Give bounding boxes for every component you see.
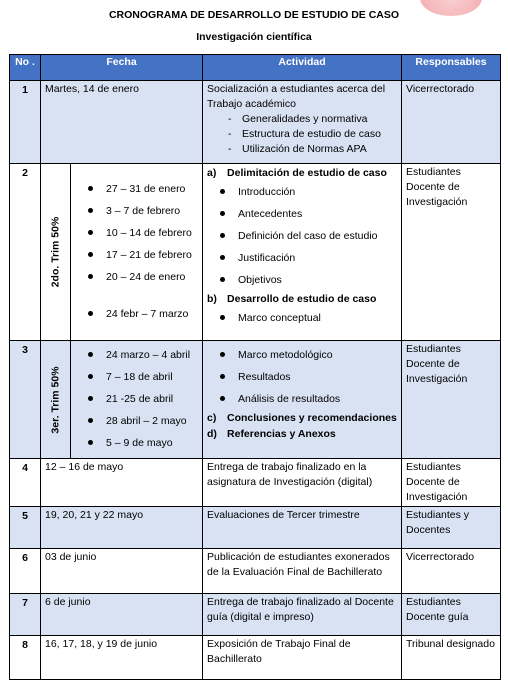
list-item: Resultados: [207, 366, 397, 388]
table-row: [10, 636, 501, 680]
header-responsables: Responsables: [402, 55, 501, 81]
row-activity: Entrega de trabajo finalizado en la asignatura de Investigación (digital): [203, 459, 402, 507]
header-fecha: Fecha: [41, 55, 203, 81]
trimester-label: 2do. Trim 50%: [41, 164, 71, 341]
row-activity: [203, 341, 402, 459]
list-item: - Generalidades y normativa: [228, 112, 397, 127]
row-responsables: Estudiantes Docente guía: [402, 594, 501, 636]
list-item: 21 -25 de abril: [75, 388, 198, 410]
row-responsables: Vicerrectorado: [402, 549, 501, 594]
row-number: 7: [10, 594, 41, 636]
section-heading: a) Delimitación de estudio de caso: [207, 167, 387, 179]
table-header-row: [10, 55, 501, 81]
list-item: Antecedentes: [207, 203, 397, 225]
list-item: Justificación: [207, 247, 397, 269]
row-responsables: Tribunal designado: [402, 636, 501, 680]
list-item: 3 – 7 de febrero: [75, 200, 198, 222]
schedule-table: [9, 54, 501, 680]
header-actividad: Actividad: [203, 55, 402, 81]
row-date: 16, 17, 18, y 19 de junio: [41, 636, 203, 680]
document-subtitle: Investigación científica: [196, 31, 312, 43]
list-item: - Utilización de Normas APA: [228, 142, 397, 157]
row-date: 19, 20, 21 y 22 mayo: [41, 507, 203, 549]
row-number: 8: [10, 636, 41, 680]
section-heading: d) Referencias y Anexos: [207, 428, 336, 440]
document-title: CRONOGRAMA DE DESARROLLO DE ESTUDIO DE CASO: [108, 9, 400, 21]
table-row: [10, 507, 501, 549]
row-activity: [203, 164, 402, 341]
list-item: 17 – 21 de febrero: [75, 244, 198, 266]
table-row: [10, 594, 501, 636]
section-heading: b) Desarrollo de estudio de caso: [207, 293, 377, 305]
row-activity: Exposición de Trabajo Final de Bachillerato: [203, 636, 402, 680]
trimester-label: 3er. Trim 50%: [41, 341, 71, 459]
list-item: 24 febr – 7 marzo: [75, 303, 198, 325]
row-number: 1: [10, 81, 41, 164]
list-item: 10 – 14 de febrero: [75, 222, 198, 244]
list-item: Marco conceptual: [207, 307, 397, 329]
list-item: Introducción: [207, 181, 397, 203]
table-row: [10, 164, 501, 341]
row-responsables: Vicerrectorado: [402, 81, 501, 164]
header-no: No .: [10, 55, 41, 81]
row-date-list: [71, 341, 203, 459]
row-responsables: Estudiantes Docente de Investigación: [402, 341, 501, 459]
list-item: Análisis de resultados: [207, 388, 397, 410]
table-row: [10, 341, 501, 459]
section-heading: c) Conclusiones y recomendaciones: [207, 412, 397, 424]
list-item: 24 marzo – 4 abril: [75, 344, 198, 366]
list-item: 28 abril – 2 mayo: [75, 410, 198, 432]
row-responsables: Estudiantes Docente de Investigación: [402, 164, 501, 341]
list-item: 20 – 24 de enero: [75, 266, 198, 288]
row-date: 6 de junio: [41, 594, 203, 636]
list-item: 5 – 9 de mayo: [75, 432, 198, 454]
row-activity: Evaluaciones de Tercer trimestre: [203, 507, 402, 549]
row-activity: Publicación de estudiantes exonerados de la Evaluación Final de Bachillerato: [203, 549, 402, 594]
list-item: Objetivos: [207, 269, 397, 291]
row-date: 03 de junio: [41, 549, 203, 594]
row-number: 5: [10, 507, 41, 549]
row-number: 6: [10, 549, 41, 594]
row-date: 12 – 16 de mayo: [41, 459, 203, 507]
activity-list: [207, 112, 397, 157]
activity-text: Socialización a estudiantes acerca del Trabajo académico: [207, 83, 386, 110]
row-responsables: Estudiantes Docente de Investigación: [402, 459, 501, 507]
list-item: 27 – 31 de enero: [75, 178, 198, 200]
list-item: 7 – 18 de abril: [75, 366, 198, 388]
row-date-list: [71, 164, 203, 341]
row-number: 2: [10, 164, 41, 341]
row-date: Martes, 14 de enero: [41, 81, 203, 164]
list-item: - Estructura de estudio de caso: [228, 127, 397, 142]
table-row: [10, 81, 501, 164]
row-activity: [203, 81, 402, 164]
list-item: Definición del caso de estudio: [207, 225, 397, 247]
row-activity: Entrega de trabajo finalizado al Docente guía (digital e impreso): [203, 594, 402, 636]
table-row: [10, 459, 501, 507]
row-number: 4: [10, 459, 41, 507]
row-number: 3: [10, 341, 41, 459]
row-responsables: Estudiantes y Docentes: [402, 507, 501, 549]
list-item: Marco metodológico: [207, 344, 397, 366]
table-row: [10, 549, 501, 594]
